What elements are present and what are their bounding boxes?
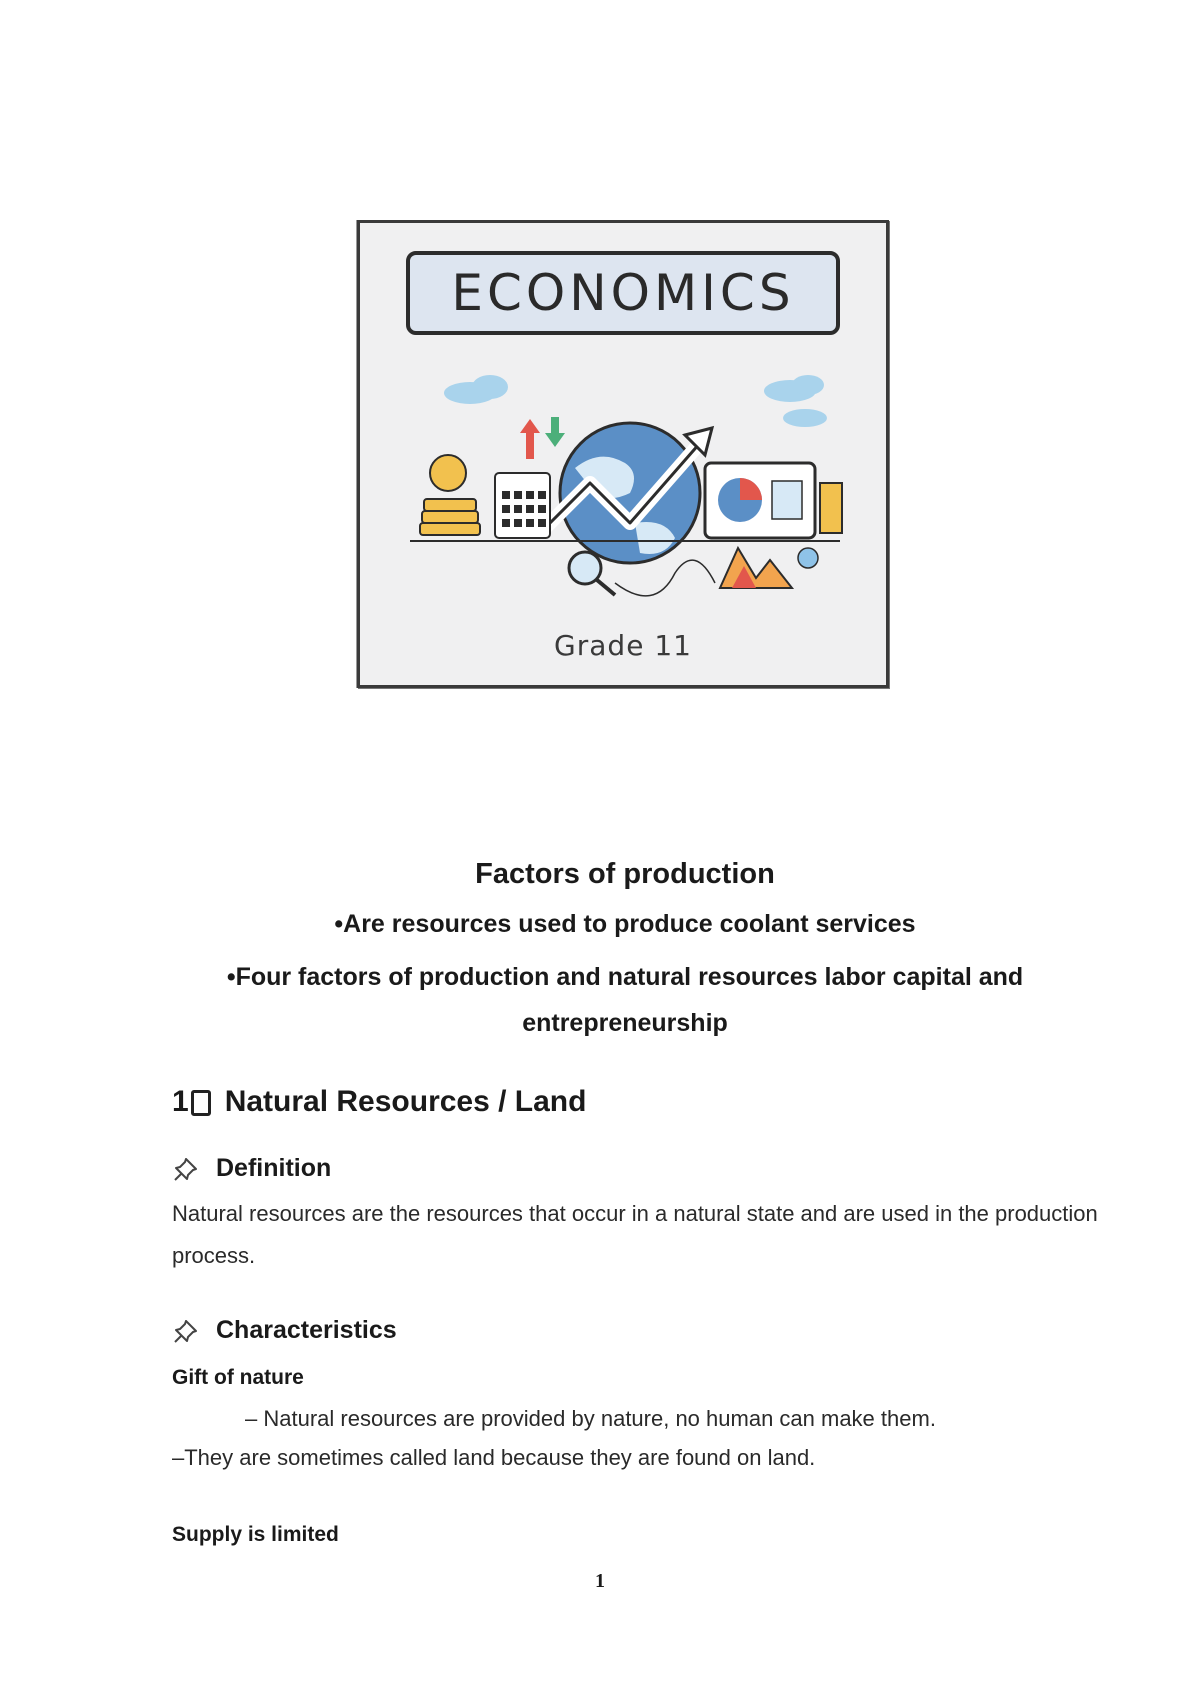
cover-title: ECONOMICS [406,251,840,335]
cover-image [357,220,889,688]
economics-illustration-icon [400,373,852,623]
pushpin-icon [172,1315,202,1345]
intro-bullet-1: •Are resources used to produce coolant services [334,910,916,938]
intro-bullet-2: •Four factors of production and natural resources labor capital and entrepreneurship [226,963,1024,1037]
pushpin-icon [172,1153,202,1183]
characteristic-label: Gift of nature [172,1366,304,1389]
characteristics-heading [172,1315,397,1345]
section-heading [172,1085,586,1119]
section-title: Natural Resources / Land [224,1085,587,1118]
page-number: 1 [595,1570,605,1592]
keycap-icon [191,1090,211,1116]
characteristic-line: – Natural resources are provided by nature, no human can make them. [245,1406,936,1431]
characteristics-label: Characteristics [216,1315,397,1344]
definition-heading [172,1153,331,1183]
cover-subtitle: Grade 11 [554,629,692,662]
definition-text: Natural resources are the resources that occur in a natural state and are used in the production process. [172,1201,1098,1268]
section-number: 1 [172,1085,189,1118]
definition-label: Definition [216,1153,332,1182]
characteristic-label: Supply is limited [172,1523,339,1546]
characteristic-line: –They are sometimes called land because they are found on land. [172,1445,816,1470]
page-title: Factors of production [475,858,775,890]
